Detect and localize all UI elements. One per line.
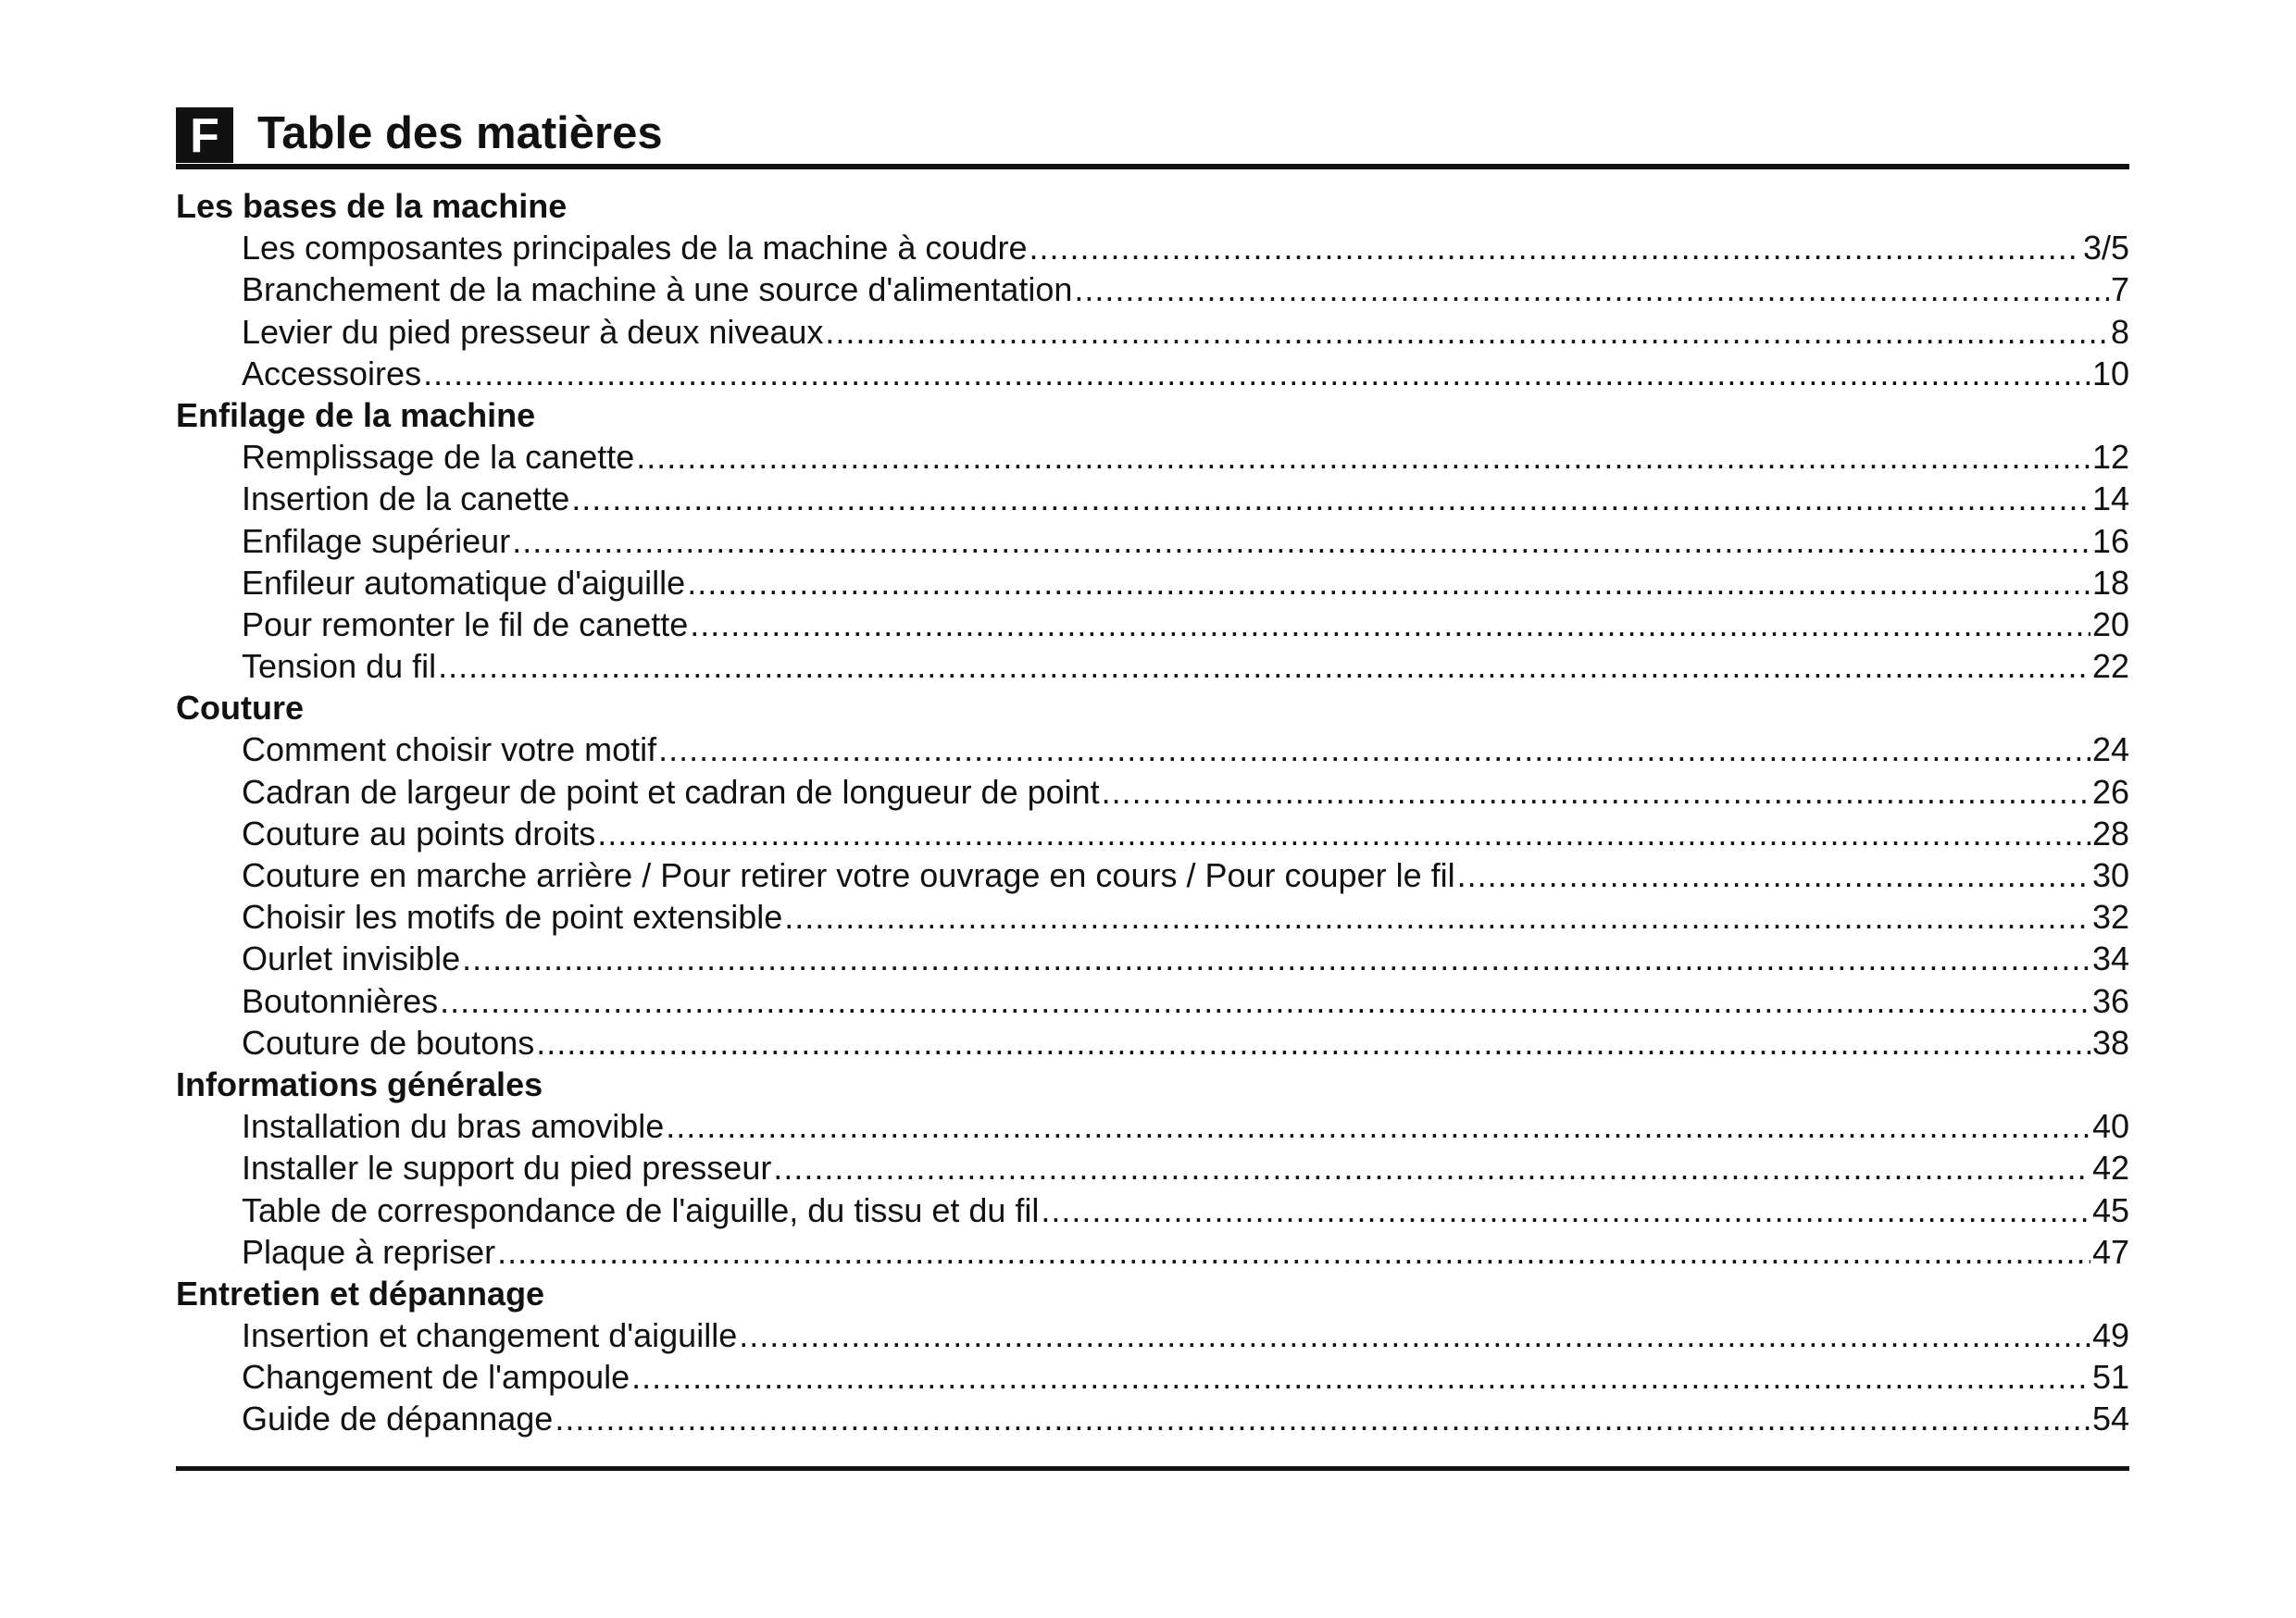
entry-page-number: 36 <box>2091 981 2129 1020</box>
dot-leader <box>773 1147 2090 1189</box>
entry-title: Plaque à repriser <box>242 1232 496 1271</box>
dot-leader <box>1102 771 2090 813</box>
dot-leader <box>536 1022 2090 1064</box>
toc-entry[interactable] <box>176 1231 2129 1273</box>
toc-entry[interactable] <box>176 353 2129 394</box>
dot-leader <box>739 1314 2090 1356</box>
entry-page-number: 47 <box>2091 1232 2129 1271</box>
entry-page-number: 45 <box>2091 1190 2129 1229</box>
toc-entry[interactable] <box>176 227 2129 268</box>
dot-leader <box>497 1231 2090 1273</box>
entry-title: Boutonnières <box>242 981 439 1020</box>
entry-page-number: 49 <box>2091 1316 2129 1355</box>
entry-page-number: 32 <box>2091 898 2129 937</box>
entry-title: Comment choisir votre motif <box>242 730 657 769</box>
toc-entry[interactable] <box>176 311 2129 353</box>
toc-entry[interactable] <box>176 520 2129 562</box>
dot-leader <box>1029 227 2081 268</box>
toc-entry[interactable] <box>176 268 2129 310</box>
dot-leader <box>825 311 2109 353</box>
toc-entry[interactable] <box>176 436 2129 478</box>
entry-page-number: 40 <box>2091 1107 2129 1146</box>
toc-entry[interactable] <box>176 728 2129 770</box>
toc-entry[interactable] <box>176 854 2129 896</box>
toc-entry[interactable] <box>176 1356 2129 1398</box>
entry-page-number: 16 <box>2091 521 2129 560</box>
entry-title: Branchement de la machine à une source d'alimentation <box>242 270 1073 309</box>
entry-page-number: 30 <box>2091 856 2129 894</box>
language-badge: F <box>176 107 233 163</box>
dot-leader <box>690 604 2090 645</box>
table-of-contents <box>176 185 2129 1440</box>
entry-page-number: 18 <box>2091 563 2129 602</box>
toc-entry[interactable] <box>176 771 2129 813</box>
toc-entry[interactable] <box>176 896 2129 938</box>
entry-page-number: 54 <box>2091 1400 2129 1438</box>
dot-leader <box>1074 268 2109 310</box>
toc-entry[interactable] <box>176 938 2129 979</box>
entry-title: Couture de boutons <box>242 1023 535 1062</box>
entry-title: Couture au points droits <box>242 814 596 853</box>
section-heading: Entretien et dépannage <box>176 1274 545 1313</box>
entry-page-number: 38 <box>2091 1023 2129 1062</box>
entry-title: Insertion et changement d'aiguille <box>242 1316 738 1355</box>
section-heading: Couture <box>176 689 304 728</box>
toc-entry[interactable] <box>176 478 2129 519</box>
page-title: Table des matières <box>257 108 663 158</box>
entry-title: Enfileur automatique d'aiguille <box>242 563 686 602</box>
toc-entry[interactable] <box>176 813 2129 854</box>
entry-title: Levier du pied presseur à deux niveaux <box>242 312 824 351</box>
entry-title: Enfilage supérieur <box>242 521 511 560</box>
entry-page-number: 28 <box>2091 814 2129 853</box>
header-divider <box>176 164 2129 169</box>
entry-title: Table de correspondance de l'aiguille, du tissu et du fil <box>242 1190 1040 1229</box>
toc-entry[interactable] <box>176 645 2129 687</box>
dot-leader <box>636 436 2090 478</box>
dot-leader <box>784 896 2090 938</box>
toc-entry[interactable] <box>176 980 2129 1022</box>
entry-title: Installer le support du pied presseur <box>242 1149 772 1188</box>
entry-title: Pour remonter le fil de canette <box>242 604 689 643</box>
entry-title: Choisir les motifs de point extensible <box>242 898 783 937</box>
toc-entry[interactable] <box>176 1147 2129 1189</box>
entry-page-number: 7 <box>2110 270 2129 309</box>
entry-title: Installation du bras amovible <box>242 1107 665 1146</box>
dot-leader <box>658 728 2090 770</box>
entry-page-number: 22 <box>2091 647 2129 686</box>
entry-page-number: 24 <box>2091 730 2129 769</box>
toc-entry[interactable] <box>176 1314 2129 1356</box>
dot-leader <box>423 353 2090 394</box>
entry-page-number: 42 <box>2091 1149 2129 1188</box>
dot-leader <box>438 645 2090 687</box>
entry-title: Remplissage de la canette <box>242 438 635 477</box>
entry-title: Accessoires <box>242 354 422 392</box>
entry-title: Les composantes principales de la machine à coudre <box>242 229 1028 268</box>
toc-entry[interactable] <box>176 1105 2129 1147</box>
entry-page-number: 12 <box>2091 438 2129 477</box>
entry-title: Guide de dépannage <box>242 1400 554 1438</box>
entry-page-number: 8 <box>2110 312 2129 351</box>
dot-leader <box>1041 1189 2090 1231</box>
entry-title: Tension du fil <box>242 647 437 686</box>
dot-leader <box>512 520 2090 562</box>
footer-divider <box>176 1466 2129 1471</box>
toc-entry[interactable] <box>176 604 2129 645</box>
entry-title: Changement de l'ampoule <box>242 1358 630 1397</box>
dot-leader <box>687 562 2090 604</box>
entry-page-number: 3/5 <box>2082 229 2129 268</box>
dot-leader <box>462 938 2090 979</box>
entry-title: Cadran de largeur de point et cadran de longueur de point <box>242 772 1100 811</box>
entry-page-number: 34 <box>2091 940 2129 978</box>
entry-title: Couture en marche arrière / Pour retirer votre ouvrage en cours / Pour couper le fil <box>242 856 1455 894</box>
entry-title: Ourlet invisible <box>242 940 461 978</box>
toc-entry[interactable] <box>176 1022 2129 1064</box>
page-header <box>176 107 2129 163</box>
dot-leader <box>571 478 2090 519</box>
entry-page-number: 14 <box>2091 479 2129 518</box>
toc-entry[interactable] <box>176 1189 2129 1231</box>
section-heading: Enfilage de la machine <box>176 395 536 434</box>
toc-entry[interactable] <box>176 1398 2129 1439</box>
dot-leader <box>666 1105 2090 1147</box>
entry-page-number: 10 <box>2091 354 2129 392</box>
dot-leader <box>440 980 2090 1022</box>
entry-page-number: 51 <box>2091 1358 2129 1397</box>
dot-leader <box>631 1356 2090 1398</box>
dot-leader <box>597 813 2090 854</box>
toc-entry[interactable] <box>176 562 2129 604</box>
section-heading: Les bases de la machine <box>176 187 568 225</box>
dot-leader <box>1457 854 2090 896</box>
section-heading: Informations générales <box>176 1064 543 1103</box>
dot-leader <box>555 1398 2090 1439</box>
entry-page-number: 20 <box>2091 604 2129 643</box>
entry-page-number: 26 <box>2091 772 2129 811</box>
entry-title: Insertion de la canette <box>242 479 570 518</box>
